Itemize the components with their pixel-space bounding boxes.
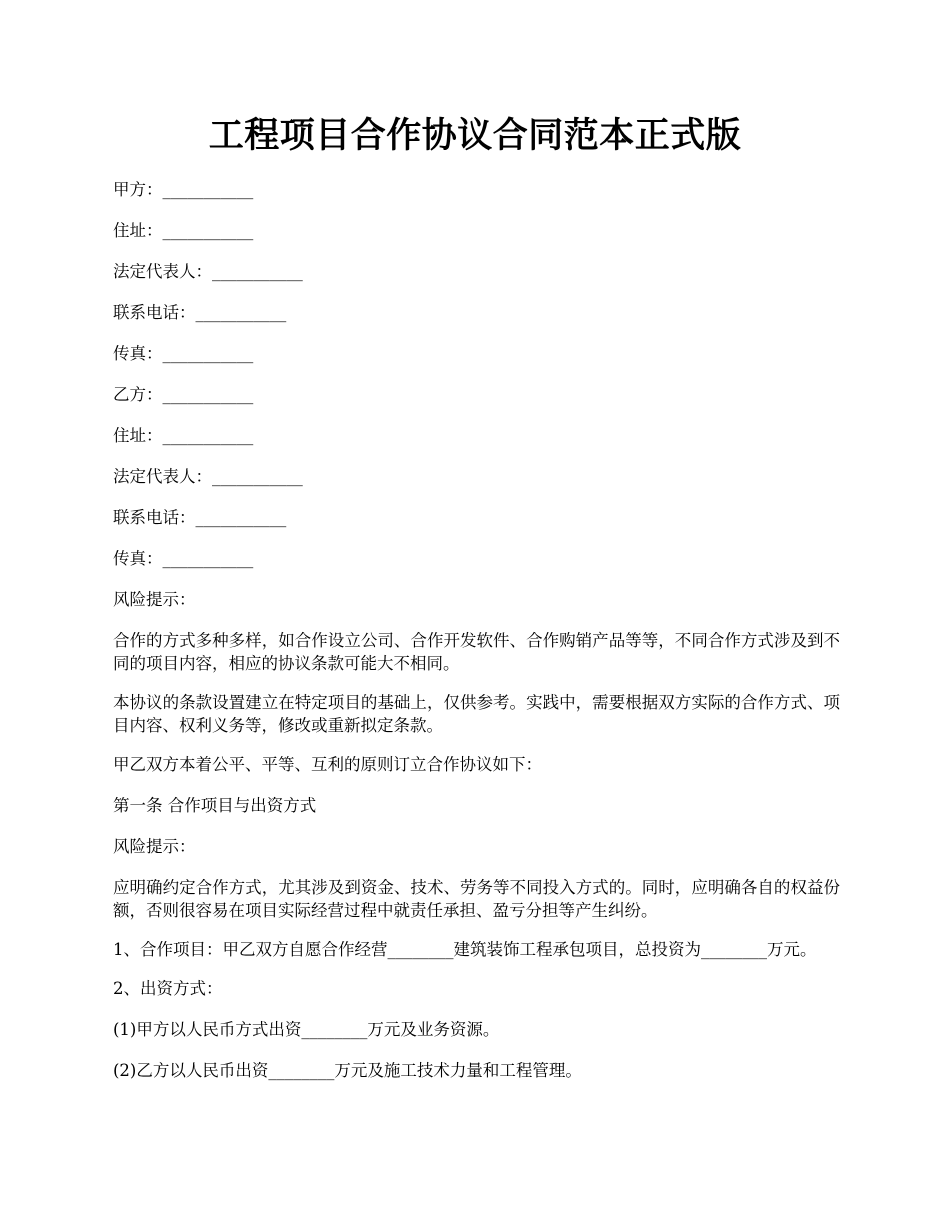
article-title: 第一条 合作项目与出资方式	[113, 796, 317, 815]
party-b-phone: 联系电话：___________	[113, 508, 287, 527]
clause-paragraph: (2)乙方以人民币出资________万元及施工技术力量和工程管理。	[113, 1061, 582, 1080]
preamble: 甲乙双方本着公平、平等、互利的原则订立合作协议如下：	[113, 755, 542, 774]
risk-paragraph: 应明确约定合作方式，尤其涉及到资金、技术、劳务等不同投入方式的。同时，应明确各自的权益份额，否则很容易在项目实际经营过程中就责任承担、盈亏分担等产生纠纷。	[113, 878, 840, 920]
document-body	[113, 178, 840, 1100]
risk-paragraph: 本协议的条款设置建立在特定项目的基础上，仅供参考。实践中，需要根据双方实际的合作方式、项目内容、权利义务等，修改或重新拟定条款。	[113, 693, 840, 735]
document-title: 工程项目合作协议合同范本正式版	[208, 116, 742, 156]
party-a-name: 甲方：___________	[113, 180, 254, 199]
risk-label: 风险提示：	[113, 837, 196, 856]
party-b-fax: 传真：___________	[113, 549, 254, 568]
risk-label: 风险提示：	[113, 590, 196, 609]
party-a-address: 住址：___________	[113, 221, 254, 240]
party-b-legal-rep: 法定代表人：___________	[113, 467, 303, 486]
clause-paragraph: 1、合作项目：甲乙双方自愿合作经营________建筑装饰工程承包项目，总投资为________万元。	[113, 940, 817, 959]
party-a-phone: 联系电话：___________	[113, 303, 287, 322]
risk-paragraph: 合作的方式多种多样，如合作设立公司、合作开发软件、合作购销产品等等，不同合作方式涉及到不同的项目内容，相应的协议条款可能大不相同。	[113, 631, 840, 673]
clause-paragraph: (1)甲方以人民币方式出资________万元及业务资源。	[113, 1020, 500, 1039]
party-b-name: 乙方：___________	[113, 385, 254, 404]
clause-paragraph: 2、出资方式：	[113, 979, 223, 998]
party-b-address: 住址：___________	[113, 426, 254, 445]
party-a-fax: 传真：___________	[113, 344, 254, 363]
party-a-legal-rep: 法定代表人：___________	[113, 262, 303, 281]
